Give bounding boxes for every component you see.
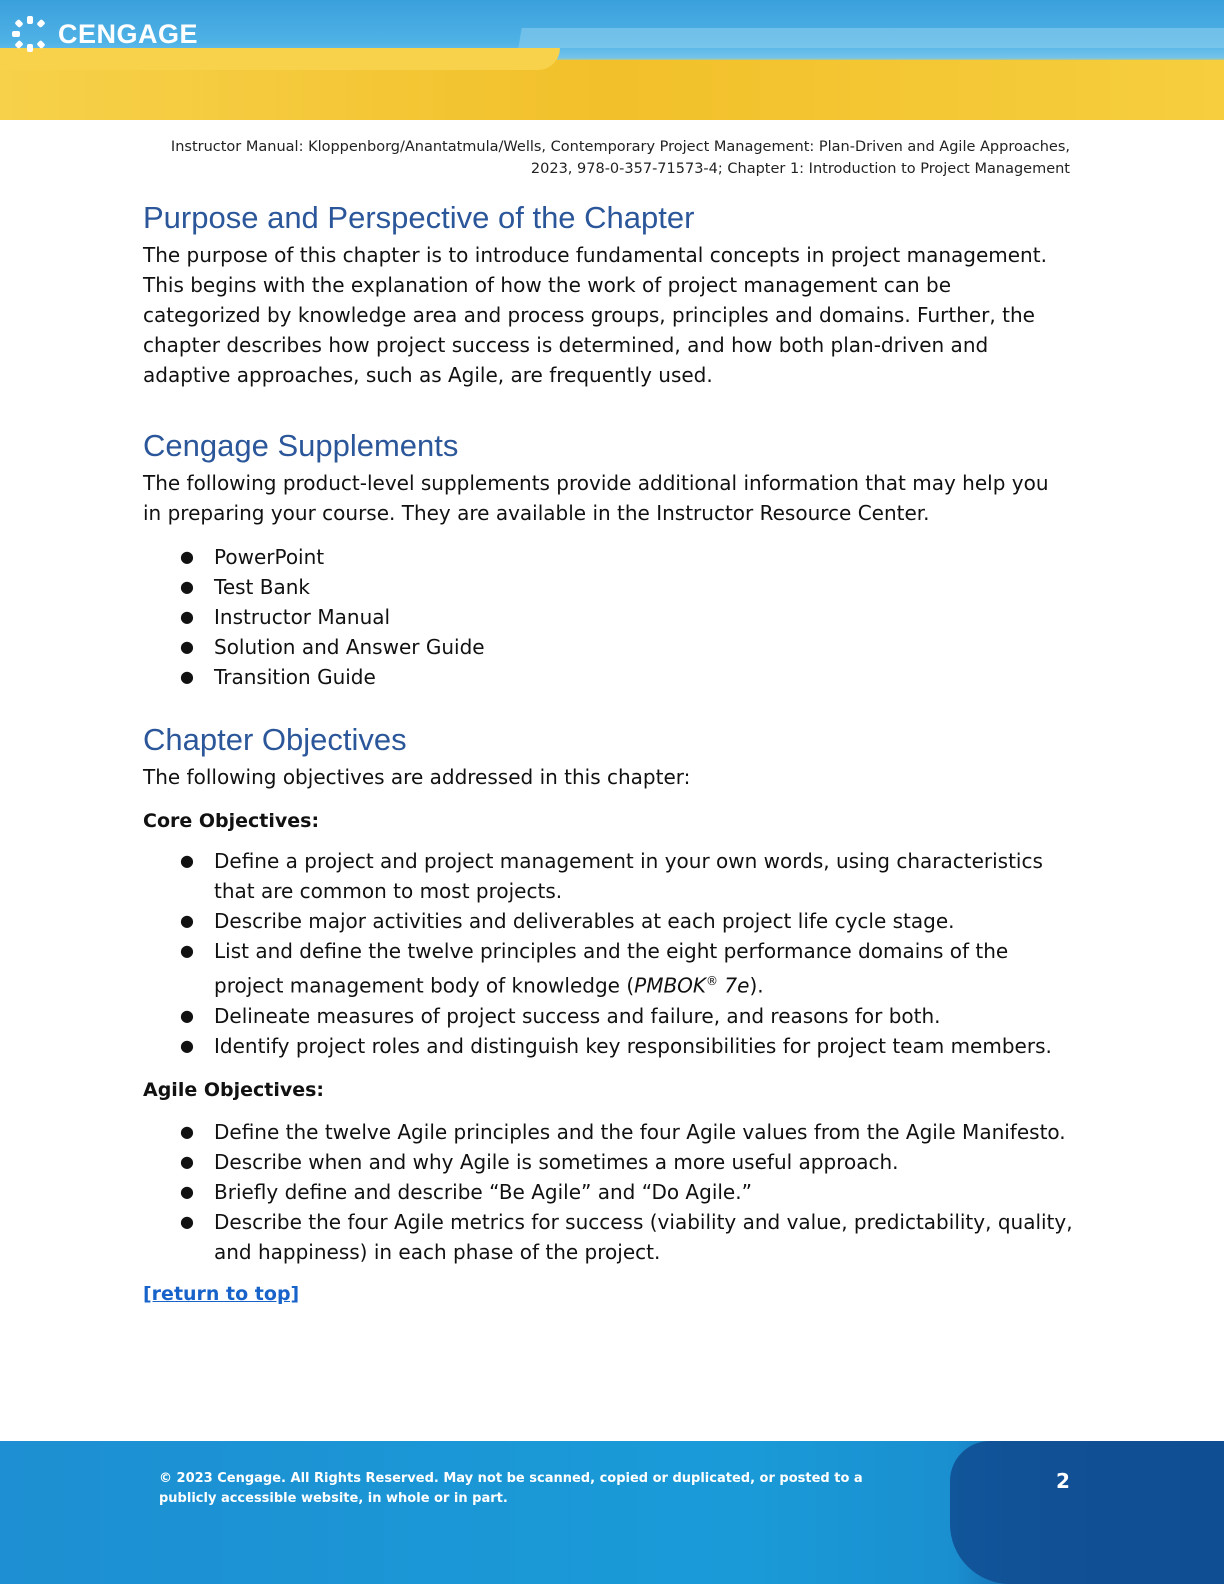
agile-objectives-list [143, 1117, 1073, 1267]
bullet-icon: ● [180, 1121, 194, 1141]
agile-objective-text: Describe the four Agile metrics for success (viability and value, predictability, quality, and happiness) in each phase of the project. [214, 1209, 1073, 1264]
list-item [143, 936, 1073, 1001]
list-item [143, 1117, 1073, 1147]
return-to-top-row [143, 1283, 1073, 1305]
bullet-icon: ● [180, 941, 194, 960]
return-to-top-link[interactable]: [return to top] [143, 1282, 300, 1305]
bullet-icon: ● [180, 547, 194, 566]
objectives-heading: Chapter Objectives [143, 722, 407, 757]
objectives-intro: The following objectives are addressed in this chapter: [143, 765, 691, 789]
list-item [143, 1031, 1073, 1061]
agile-objective-text: Briefly define and describe “Be Agile” and “Do Agile.” [214, 1179, 752, 1204]
supplements-heading: Cengage Supplements [143, 428, 459, 463]
supplement-item-label: Transition Guide [214, 665, 376, 689]
bullet-icon: ● [180, 1151, 194, 1171]
bullet-icon: ● [180, 667, 194, 686]
list-item [143, 1207, 1073, 1267]
list-item [143, 602, 1073, 632]
core-objective-text: Identify project roles and distinguish key responsibilities for project team members. [214, 1033, 1052, 1058]
page-number: 2 [1056, 1469, 1070, 1493]
list-item [143, 572, 1073, 602]
pmbok-close: ). [749, 973, 764, 998]
bullet-icon: ● [180, 1035, 194, 1055]
copyright-notice: © 2023 Cengage. All Rights Reserved. May not be scanned, copied or duplicated, or posted to a publicly accessible website, in whole or in part. [159, 1471, 863, 1506]
bullet-icon: ● [180, 637, 194, 656]
footer-decoration [950, 1441, 1224, 1584]
bullet-icon: ● [180, 851, 194, 870]
cengage-logo-icon [10, 14, 50, 54]
supplement-item-label: Test Bank [214, 575, 310, 599]
pmbok-edition: 7e [718, 973, 750, 998]
bullet-icon: ● [180, 1005, 194, 1025]
core-objectives-list [143, 846, 1073, 1061]
agile-objectives-label: Agile Objectives: [143, 1078, 325, 1101]
cengage-logo [10, 14, 198, 54]
agile-objective-text: Describe when and why Agile is sometimes a more useful approach. [214, 1149, 899, 1174]
supplements-body: The following product-level supplements provide additional information that may help you in preparing your course. They are available in the Instructor Resource Center. [143, 471, 1049, 525]
bullet-icon: ● [180, 1211, 194, 1231]
core-objectives-label: Core Objectives: [143, 810, 320, 832]
running-header-line-2: 2023, 978-0-357-71573-4; Chapter 1: Introduction to Project Management [530, 161, 1070, 177]
supplements-list [143, 542, 1073, 692]
list-item [143, 632, 1073, 662]
supplements-section [143, 424, 1073, 692]
pmbok-title: PMBOK [634, 973, 707, 998]
supplement-item-label: PowerPoint [214, 545, 325, 569]
running-header-line-1: Instructor Manual: Kloppenborg/Anantatmula/Wells, Contemporary Project Management: Plan-Driven and Agile Approaches, [170, 139, 1070, 155]
agile-objective-text: Define the twelve Agile principles and the four Agile values from the Agile Manifesto. [214, 1119, 1066, 1144]
list-item [143, 1001, 1073, 1031]
list-item [143, 662, 1073, 692]
supplement-item-label: Instructor Manual [214, 605, 391, 629]
bullet-icon: ● [180, 911, 194, 930]
core-objective-text: Describe major activities and deliverables at each project life cycle stage. [214, 909, 955, 933]
registered-mark: ® [706, 974, 719, 988]
bullet-icon: ● [180, 607, 194, 626]
page-footer [0, 1441, 1224, 1584]
core-objective-text: Delineate measures of project success and failure, and reasons for both. [214, 1003, 941, 1028]
bullet-icon: ● [180, 577, 194, 596]
banner-sky-streak [518, 28, 1224, 48]
purpose-section [143, 196, 1073, 390]
supplement-item-label: Solution and Answer Guide [214, 635, 485, 659]
core-objective-text: List and define the twelve principles and the eight performance domains of the project management body of knowledge ( [214, 939, 1009, 998]
brand-name: CENGAGE [58, 18, 199, 49]
running-header [140, 136, 1070, 180]
list-item [143, 906, 1073, 936]
document-body [143, 196, 1073, 1305]
header-banner [0, 0, 1224, 120]
list-item [143, 1177, 1073, 1207]
list-item [143, 846, 1073, 906]
purpose-heading: Purpose and Perspective of the Chapter [143, 200, 695, 235]
list-item [143, 542, 1073, 572]
purpose-body: The purpose of this chapter is to introduce fundamental concepts in project management. This begins with the explanation of how the work of project management can be categorized by knowledge area and process groups, principles and domains. Further, the chapter describes how project success is determined, and how both plan-driven and adaptive approaches, such as Agile, are frequently used. [143, 243, 1047, 387]
objectives-section [143, 718, 1073, 1267]
bullet-icon: ● [180, 1181, 194, 1201]
list-item [143, 1147, 1073, 1177]
core-objective-text: Define a project and project management in your own words, using characteristics that are common to most projects. [214, 849, 1043, 903]
